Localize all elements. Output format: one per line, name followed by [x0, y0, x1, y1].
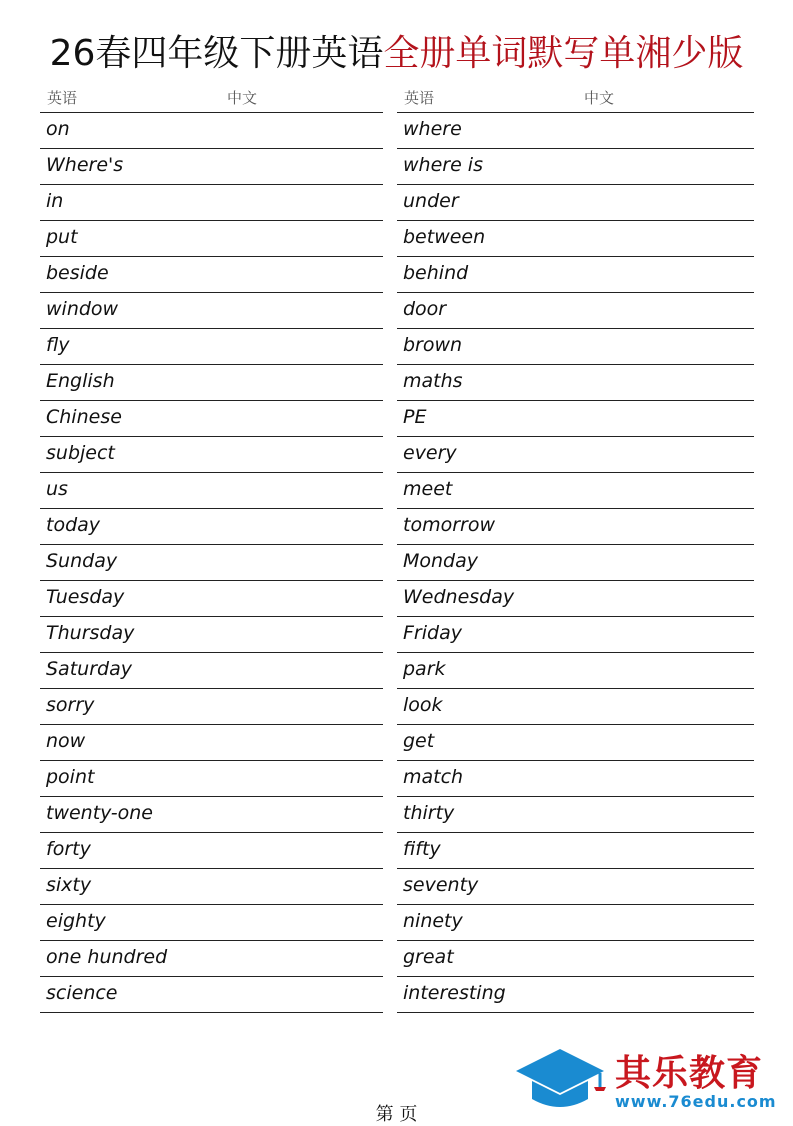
english-word: great [403, 946, 454, 968]
word-row [40, 473, 383, 509]
word-row [397, 617, 754, 653]
english-word: forty [46, 838, 91, 860]
english-word: Wednesday [403, 586, 515, 608]
word-row [40, 653, 383, 689]
english-word: door [403, 298, 447, 320]
page-number-label: 第 页 [375, 1104, 418, 1125]
english-word: sorry [46, 694, 95, 716]
english-word: Monday [403, 550, 479, 572]
word-row [40, 869, 383, 905]
word-row [40, 725, 383, 761]
english-word: Tuesday [46, 586, 125, 608]
english-word: seventy [403, 874, 479, 896]
header-english: 英语 [404, 89, 435, 107]
english-word: Chinese [46, 406, 122, 428]
word-row [40, 185, 383, 221]
word-row [397, 221, 754, 257]
word-row [397, 653, 754, 689]
english-word: subject [46, 442, 115, 464]
english-word: fly [46, 334, 70, 356]
english-word: ninety [403, 910, 463, 932]
word-row [40, 797, 383, 833]
english-word: Sunday [46, 550, 118, 572]
word-row [40, 113, 383, 149]
english-word: Saturday [46, 658, 132, 680]
english-word: look [403, 694, 443, 716]
word-row [40, 689, 383, 725]
word-row [40, 581, 383, 617]
english-word: match [403, 766, 464, 788]
word-row [397, 545, 754, 581]
word-row [397, 869, 754, 905]
word-row [40, 905, 383, 941]
word-row [397, 941, 754, 977]
english-word: Where's [46, 154, 124, 176]
word-row [397, 401, 754, 437]
word-row [40, 437, 383, 473]
english-word: brown [403, 334, 463, 356]
word-row [40, 833, 383, 869]
english-word: tomorrow [403, 514, 495, 536]
word-row [40, 761, 383, 797]
english-word: twenty-one [46, 802, 153, 824]
english-word: beside [46, 262, 109, 284]
english-word: English [46, 370, 115, 392]
word-row [397, 437, 754, 473]
word-row [40, 941, 383, 977]
word-row [397, 473, 754, 509]
english-word: get [403, 730, 435, 752]
word-row [397, 257, 754, 293]
english-word: window [46, 298, 119, 320]
word-row [40, 329, 383, 365]
word-list-right [397, 113, 754, 1013]
english-word: sixty [46, 874, 92, 896]
english-word: science [46, 982, 118, 1004]
word-row [40, 365, 383, 401]
word-list-left [40, 113, 383, 1013]
word-row [40, 257, 383, 293]
english-word: put [46, 226, 78, 248]
word-row [40, 293, 383, 329]
brand-url: www.76edu.com [615, 1092, 777, 1111]
english-word: eighty [46, 910, 106, 932]
english-word: one hundred [46, 946, 168, 968]
english-word: meet [403, 478, 453, 500]
word-row [397, 977, 754, 1013]
header-chinese: 中文 [227, 89, 258, 107]
english-word: where [403, 118, 462, 140]
english-word: Thursday [46, 622, 135, 644]
page-title [0, 30, 793, 78]
word-row [397, 185, 754, 221]
english-word: fifty [403, 838, 441, 860]
english-word: on [46, 118, 70, 140]
word-row [397, 797, 754, 833]
english-word: between [403, 226, 486, 248]
english-word: today [46, 514, 101, 536]
word-row [397, 833, 754, 869]
brand-name: 其乐教育 [615, 1053, 764, 1094]
word-row [40, 401, 383, 437]
word-row [397, 329, 754, 365]
column-header [40, 84, 383, 113]
word-column-right [397, 84, 754, 1013]
english-word: maths [403, 370, 463, 392]
word-row [397, 725, 754, 761]
word-row [40, 545, 383, 581]
english-word: PE [403, 406, 427, 428]
english-word: in [46, 190, 64, 212]
english-word: interesting [403, 982, 506, 1004]
word-row [40, 977, 383, 1013]
title-part-main: 26春四年级下册英语 [49, 33, 384, 74]
word-column-left [40, 84, 383, 1013]
english-word: us [46, 478, 68, 500]
word-row [397, 761, 754, 797]
title-part-highlight: 全册单词默写单湘少版 [383, 33, 744, 74]
word-row [397, 113, 754, 149]
header-english: 英语 [47, 89, 78, 107]
english-word: point [46, 766, 95, 788]
english-word: now [46, 730, 86, 752]
word-row [40, 221, 383, 257]
word-row [40, 617, 383, 653]
english-word: under [403, 190, 459, 212]
word-row [397, 149, 754, 185]
english-word: thirty [403, 802, 455, 824]
english-word: park [403, 658, 446, 680]
column-header [397, 84, 754, 113]
word-row [397, 365, 754, 401]
word-row [397, 689, 754, 725]
english-word: every [403, 442, 457, 464]
word-row [40, 149, 383, 185]
word-row [40, 509, 383, 545]
english-word: where is [403, 154, 483, 176]
english-word: behind [403, 262, 469, 284]
word-row [397, 581, 754, 617]
word-row [397, 293, 754, 329]
header-chinese: 中文 [584, 89, 615, 107]
english-word: Friday [403, 622, 462, 644]
word-row [397, 509, 754, 545]
word-row [397, 905, 754, 941]
